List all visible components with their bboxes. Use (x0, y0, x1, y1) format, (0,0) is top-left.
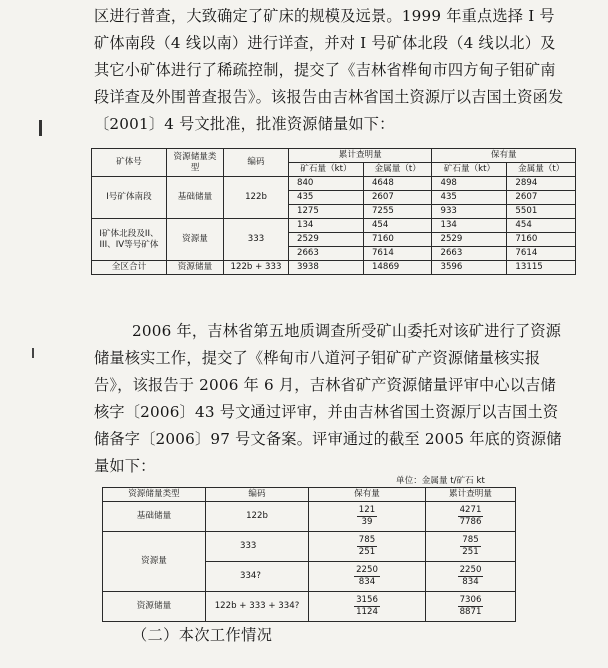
code-cell: 333 (206, 532, 309, 562)
table-cell: 2607 (507, 191, 576, 205)
header-metal-t: 金属量（t） (363, 163, 432, 177)
total-reserve-type: 资源储量 (167, 261, 224, 275)
header-code: 编码 (224, 149, 289, 177)
paragraph-2 (94, 318, 564, 480)
metal-value: 7306 (459, 595, 482, 605)
total-code: 122b + 333 (224, 261, 289, 275)
metal-value: 2250 (356, 565, 378, 575)
ore-body-cell: I矿体北段及II、III、IV等号矿体 (92, 219, 167, 261)
table-cell: 7160 (363, 233, 432, 247)
header-metal-t: 金属量（t） (507, 163, 576, 177)
cumulative-cell (426, 532, 516, 562)
retained-cell (309, 532, 426, 562)
table-cell: 134 (289, 219, 364, 233)
table-cell: 7614 (363, 247, 432, 261)
table-row (103, 532, 516, 562)
cumulative-cell (426, 592, 516, 622)
table-cell: 2663 (289, 247, 364, 261)
table-cell: 3938 (289, 261, 364, 275)
table-cell: 7160 (507, 233, 576, 247)
table-row (103, 592, 516, 622)
cumulative-cell (426, 502, 516, 532)
table-cell: 2607 (363, 191, 432, 205)
table-cell: 14869 (363, 261, 432, 275)
cumulative-cell (426, 562, 516, 592)
margin-mark (39, 120, 42, 136)
table-row (92, 177, 576, 191)
ore-value: 1124 (356, 607, 378, 617)
metal-value: 3156 (356, 595, 378, 605)
table-cell: 5501 (507, 205, 576, 219)
ore-value: 7786 (459, 517, 482, 527)
ore-value: 834 (358, 577, 376, 587)
approved-reserves-table (91, 148, 576, 275)
margin-mark (32, 348, 34, 358)
header-ore-kt: 矿石量（kt） (289, 163, 364, 177)
header-code: 编码 (206, 488, 309, 502)
header-retained: 保有量 (432, 149, 576, 163)
retained-cell (309, 592, 426, 622)
type-cell: 资源量 (103, 532, 206, 592)
metal-value: 4271 (459, 505, 482, 515)
code-cell: 122b (224, 177, 289, 219)
metal-value: 785 (358, 535, 376, 545)
header-retained: 保有量 (309, 488, 426, 502)
table-cell: 7255 (363, 205, 432, 219)
type-cell: 基础储量 (103, 502, 206, 532)
table-cell: 7614 (507, 247, 576, 261)
table-cell: 454 (507, 219, 576, 233)
metal-value: 2250 (459, 565, 482, 575)
table-cell: 2894 (507, 177, 576, 191)
paragraph-1: 区进行普查，大致确定了矿床的规模及远景。1999 年重点选择 I 号矿体南段（4 线以南）进行详查，并对 I 号矿体北段（4 线以北）及其它小矿体进行了稀疏控制，提交了《吉林省桦甸市四方甸子钼矿南段详查及外围普查报告》。该报告由吉林省国土资源厅以吉国土资函发〔2001〕4 号文批准，批准资源储量如下： (94, 7, 564, 133)
table-row (103, 502, 516, 532)
retained-cell (309, 562, 426, 592)
table-cell: 2529 (289, 233, 364, 247)
verified-reserves-table (102, 487, 516, 622)
table-cell: 134 (432, 219, 507, 233)
metal-value: 785 (462, 535, 479, 545)
table-cell: 933 (432, 205, 507, 219)
table-cell: 3596 (432, 261, 507, 275)
reserve-type-cell: 基础储量 (167, 177, 224, 219)
table-cell: 13115 (507, 261, 576, 275)
table-cell: 4648 (363, 177, 432, 191)
code-cell: 334? (206, 562, 309, 592)
ore-value: 39 (361, 517, 373, 527)
type-cell: 资源储量 (103, 592, 206, 622)
table-cell: 840 (289, 177, 364, 191)
table-cell: 435 (289, 191, 364, 205)
paragraph-2-text: 2006 年，吉林省第五地质调查所受矿山委托对该矿进行了资源储量核实工作，提交了《桦甸市八道河子钼矿矿产资源储量核实报告》，该报告于 2006 年 6 月，吉林省矿产资源储量评审中心以吉储核字〔2006〕43 号文通过评审，并由吉林省国土资源厅以吉国土资储备字〔2006〕97 号文备案。评审通过的截至 2005 年底的资源储量如下： (94, 322, 562, 475)
code-cell: 122b + 333 + 334? (206, 592, 309, 622)
unit-note: 单位：金属量 t/矿石 kt (396, 476, 485, 486)
ore-value: 8871 (459, 607, 482, 617)
ore-value: 834 (462, 577, 479, 587)
header-cumulative: 累计查明量 (289, 149, 432, 163)
table-row (92, 219, 576, 233)
table-total-row (92, 261, 576, 275)
section-heading: （二）本次工作情况 (132, 626, 273, 644)
table-cell: 454 (363, 219, 432, 233)
header-cumulative: 累计查明量 (426, 488, 516, 502)
metal-value: 121 (358, 505, 376, 515)
table-cell: 1275 (289, 205, 364, 219)
code-cell: 333 (224, 219, 289, 261)
header-reserve-type: 资源储量类型 (167, 149, 224, 177)
table-cell: 435 (432, 191, 507, 205)
code-cell: 122b (206, 502, 309, 532)
ore-value: 251 (462, 547, 479, 557)
header-ore-body: 矿体号 (92, 149, 167, 177)
reserve-type-cell: 资源量 (167, 219, 224, 261)
table-cell: 2663 (432, 247, 507, 261)
total-label: 全区合计 (92, 261, 167, 275)
header-type: 资源储量类型 (103, 488, 206, 502)
table-cell: 2529 (432, 233, 507, 247)
ore-value: 251 (358, 547, 376, 557)
ore-body-cell: I号矿体南段 (92, 177, 167, 219)
retained-cell (309, 502, 426, 532)
table-cell: 498 (432, 177, 507, 191)
header-ore-kt: 矿石量（kt） (432, 163, 507, 177)
